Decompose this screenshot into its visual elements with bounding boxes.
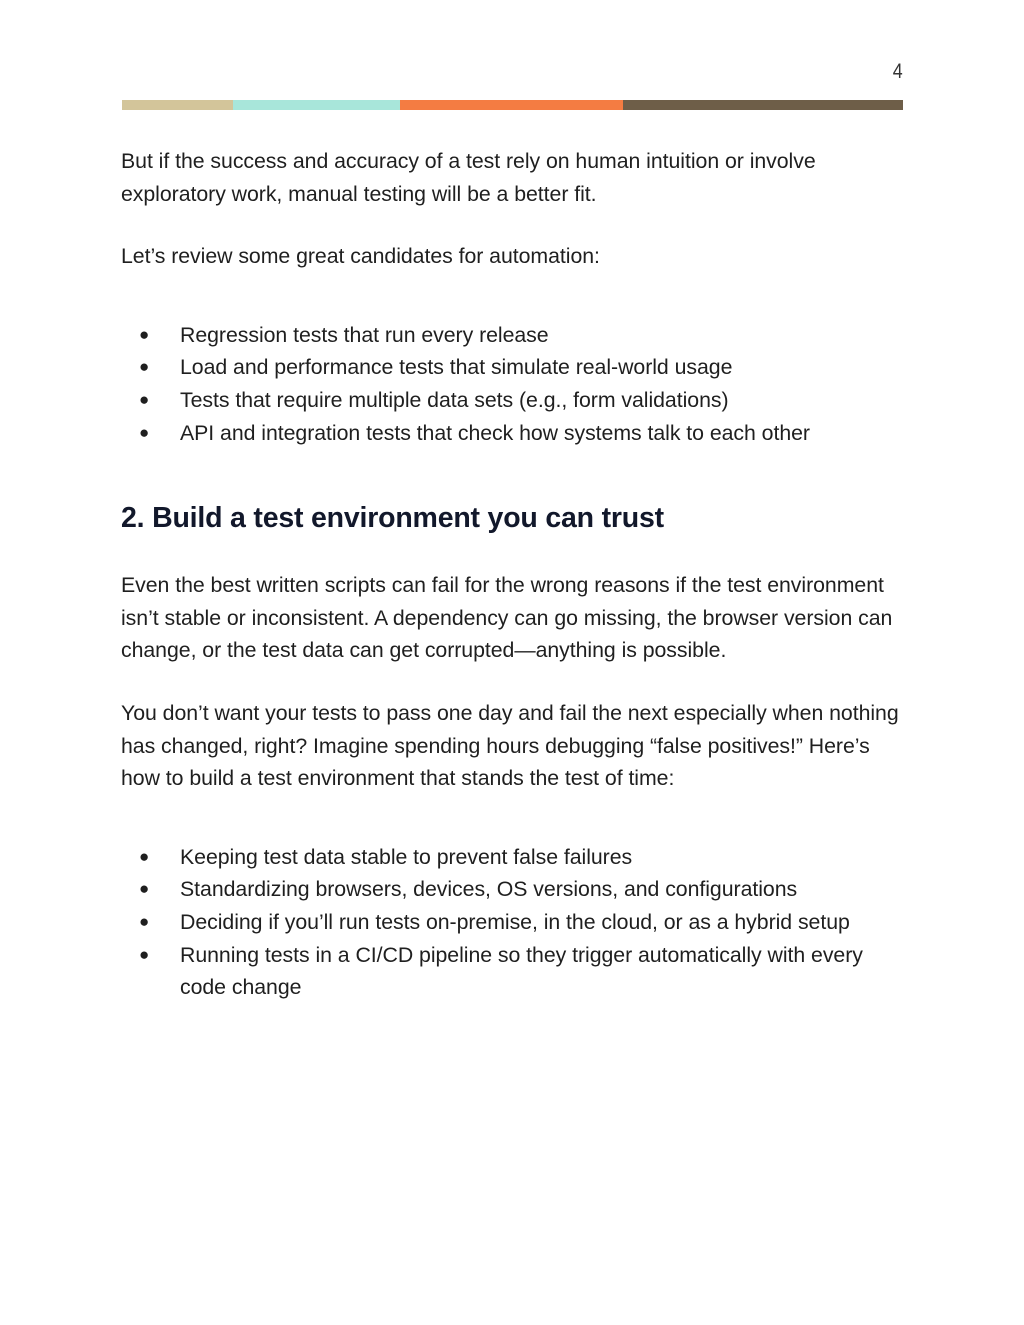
list-item-text: Standardizing browsers, devices, OS versions, and configurations (180, 877, 798, 902)
bullet-icon: ● (139, 846, 150, 866)
paragraph: Even the best written scripts can fail for the wrong reasons if the test environment isn’t stable or inconsistent. A dependency can go missing, the browser version can change, or the test data can get corrupted—anything is possible. (121, 573, 893, 663)
environment-practices-list (121, 841, 906, 1004)
color-bar-segment-orange (400, 100, 623, 110)
bullet-icon: ● (139, 422, 150, 442)
list-item (121, 906, 906, 939)
list-item-text: API and integration tests that check how systems talk to each other (180, 420, 810, 445)
list-item (121, 319, 906, 352)
color-bar-segment-mint (233, 100, 400, 110)
bullet-icon: ● (139, 389, 150, 409)
bullet-icon: ● (139, 944, 150, 964)
automation-candidates-list (121, 319, 906, 449)
page-number: 4 (893, 60, 903, 83)
section-heading: 2. Build a test environment you can trust (121, 502, 664, 535)
document-body (121, 145, 906, 1004)
list-item-text: Keeping test data stable to prevent false failures (180, 844, 633, 869)
list-item (121, 873, 906, 906)
list-item (121, 417, 906, 450)
list-item-text: Tests that require multiple data sets (e.g., form validations) (180, 387, 729, 412)
list-item (121, 351, 906, 384)
list-item (121, 939, 906, 1004)
color-bar-segment-tan (122, 100, 233, 110)
list-item-text: Regression tests that run every release (180, 322, 549, 347)
bullet-icon: ● (139, 324, 150, 344)
list-item-text: Running tests in a CI/CD pipeline so they trigger automatically with every code change (180, 942, 863, 1000)
paragraph: But if the success and accuracy of a test rely on human intuition or involve exploratory work, manual testing will be a better fit. (121, 149, 816, 206)
bullet-icon: ● (139, 357, 150, 377)
list-item-text: Load and performance tests that simulate real-world usage (180, 355, 733, 380)
paragraph: Let’s review some great candidates for automation: (121, 244, 600, 269)
bullet-icon: ● (139, 879, 150, 899)
bullet-icon: ● (139, 911, 150, 931)
list-item (121, 384, 906, 417)
list-item (121, 841, 906, 874)
color-bar-segment-brown (623, 100, 903, 110)
list-item-text: Deciding if you’ll run tests on-premise, in the cloud, or as a hybrid setup (180, 909, 850, 934)
paragraph: You don’t want your tests to pass one day and fail the next especially when nothing has changed, right? Imagine spending hours debugging “false positives!” Here’s how to build a test environment that stands the test of time: (121, 700, 899, 791)
header-color-bar (122, 100, 903, 110)
